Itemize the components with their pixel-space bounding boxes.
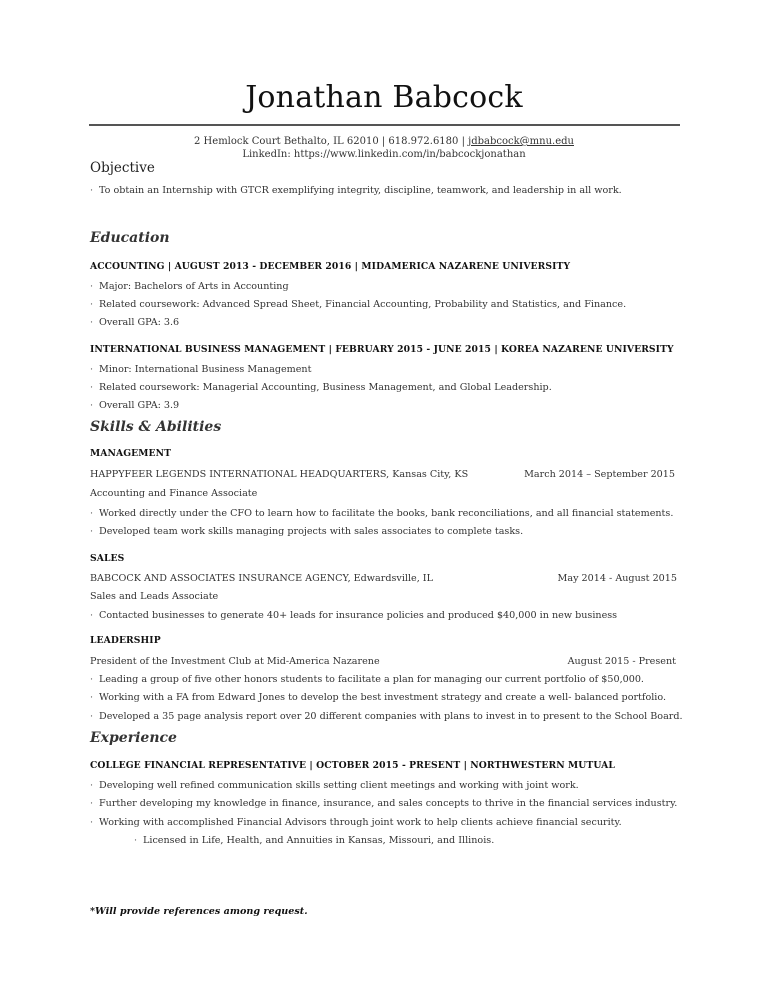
- list-item-text: Leading a group of five other honors students to facilitate a plan for managing our current portfolio of $50,000.: [99, 674, 644, 685]
- list-item: [90, 281, 289, 292]
- sub-list-item: [134, 835, 494, 846]
- bullet-marker: ·: [90, 508, 94, 519]
- bullet-marker: ·: [90, 711, 94, 722]
- bullet-marker: ·: [90, 299, 94, 310]
- date-range: August 2015 - Present: [567, 656, 676, 667]
- date-range: March 2014 – September 2015: [524, 469, 675, 480]
- skills-heading: Skills & Abilities: [90, 419, 222, 435]
- skill-category-title: LEADERSHIP: [90, 635, 161, 646]
- list-item-text: Working with accomplished Financial Advisors through joint work to help clients achieve financial security.: [99, 817, 622, 828]
- list-item-text: Related coursework: Advanced Spread Sheet, Financial Accounting, Probability and Statistics, and Finance.: [99, 299, 627, 310]
- list-item: [90, 692, 666, 703]
- list-item-text: Licensed in Life, Health, and Annuities in Kansas, Missouri, and Illinois.: [143, 835, 495, 846]
- bullet-marker: ·: [90, 817, 94, 828]
- job-role: Accounting and Finance Associate: [90, 488, 258, 499]
- list-item-text: Further developing my knowledge in finance, insurance, and sales concepts to thrive in the financial services industry.: [99, 798, 678, 809]
- list-item: [90, 317, 179, 328]
- bullet-marker: ·: [90, 780, 94, 791]
- list-item: [90, 400, 179, 411]
- list-item: [90, 780, 579, 791]
- job-role: Sales and Leads Associate: [90, 591, 219, 602]
- bullet-marker: ·: [90, 610, 94, 621]
- bullet-marker: ·: [90, 364, 94, 375]
- bullet-marker: ·: [90, 526, 94, 537]
- bullet-marker: ·: [90, 674, 94, 685]
- list-item-text: Overall GPA: 3.6: [99, 317, 180, 328]
- list-item-text: Developed team work skills managing projects with sales associates to complete tasks.: [99, 526, 524, 537]
- education-heading: Education: [90, 230, 170, 246]
- bullet-marker: ·: [134, 835, 138, 846]
- bullet-marker: ·: [90, 382, 94, 393]
- bullet-marker: ·: [90, 317, 94, 328]
- list-item: [90, 610, 617, 621]
- list-item: [90, 526, 523, 537]
- role-line: President of the Investment Club at Mid-America Nazarene: [90, 656, 380, 667]
- email-link[interactable]: jdbabcock@mnu.edu: [468, 136, 574, 147]
- references-note: *Will provide references among request.: [90, 906, 308, 917]
- list-item-text: Minor: International Business Management: [99, 364, 312, 375]
- address-phone: 2 Hemlock Court Bethalto, IL 62010 | 618.972.6180 |: [194, 136, 469, 147]
- experience-heading: Experience: [90, 730, 177, 746]
- bullet-marker: ·: [90, 400, 94, 411]
- list-item-text: Contacted businesses to generate 40+ leads for insurance policies and produced $40,000 in new business: [99, 610, 618, 621]
- objective-heading: Objective: [90, 160, 155, 176]
- list-item-text: Worked directly under the CFO to learn how to facilitate the books, bank reconciliations, and all financial statements.: [99, 508, 674, 519]
- candidate-name: Jonathan Babcock: [245, 80, 523, 115]
- education-entry-title: INTERNATIONAL BUSINESS MANAGEMENT | FEBRUARY 2015 - JUNE 2015 | KOREA NAZARENE UNIVERSITY: [90, 344, 674, 355]
- list-item-text: Developing well refined communication skills setting client meetings and working with joint work.: [99, 780, 579, 791]
- linkedin-line[interactable]: LinkedIn: https://www.linkedin.com/in/babcockjonathan: [242, 149, 526, 160]
- list-item-text: Overall GPA: 3.9: [99, 400, 180, 411]
- list-item-text: Working with a FA from Edward Jones to develop the best investment strategy and create a well- balanced portfolio.: [99, 692, 667, 703]
- list-item: [90, 711, 683, 722]
- employer-line: HAPPYFEER LEGENDS INTERNATIONAL HEADQUARTERS, Kansas City, KS: [90, 469, 469, 480]
- objective-statement: To obtain an Internship with GTCR exemplifying integrity, discipline, teamwork, and leadership in all work.: [99, 185, 622, 196]
- list-item: [90, 798, 677, 809]
- experience-entry-title: COLLEGE FINANCIAL REPRESENTATIVE | OCTOBER 2015 - PRESENT | NORTHWESTERN MUTUAL: [90, 760, 615, 771]
- list-item-text: Major: Bachelors of Arts in Accounting: [99, 281, 289, 292]
- header-divider: [89, 124, 680, 126]
- list-item: [90, 299, 626, 310]
- contact-line: [0, 136, 768, 147]
- list-item: [90, 674, 644, 685]
- bullet-marker: ·: [90, 692, 94, 703]
- list-item: [90, 817, 622, 828]
- list-item-text: Related coursework: Managerial Accounting, Business Management, and Global Leadership.: [99, 382, 552, 393]
- education-entry-title: ACCOUNTING | AUGUST 2013 - DECEMBER 2016 | MIDAMERICA NAZARENE UNIVERSITY: [90, 261, 571, 272]
- skill-category-title: MANAGEMENT: [90, 448, 172, 459]
- list-item: [90, 508, 673, 519]
- skill-category-title: SALES: [90, 553, 125, 564]
- employer-line: BABCOCK AND ASSOCIATES INSURANCE AGENCY, Edwardsville, IL: [90, 573, 433, 584]
- list-item: [90, 382, 552, 393]
- bullet-marker: ·: [90, 185, 94, 196]
- bullet-marker: ·: [90, 798, 94, 809]
- bullet-marker: ·: [90, 281, 94, 292]
- date-range: May 2014 - August 2015: [557, 573, 677, 584]
- list-item-text: Developed a 35 page analysis report over 20 different companies with plans to invest in to present to the School Board.: [99, 711, 683, 722]
- objective-text: [90, 185, 622, 196]
- list-item: [90, 364, 311, 375]
